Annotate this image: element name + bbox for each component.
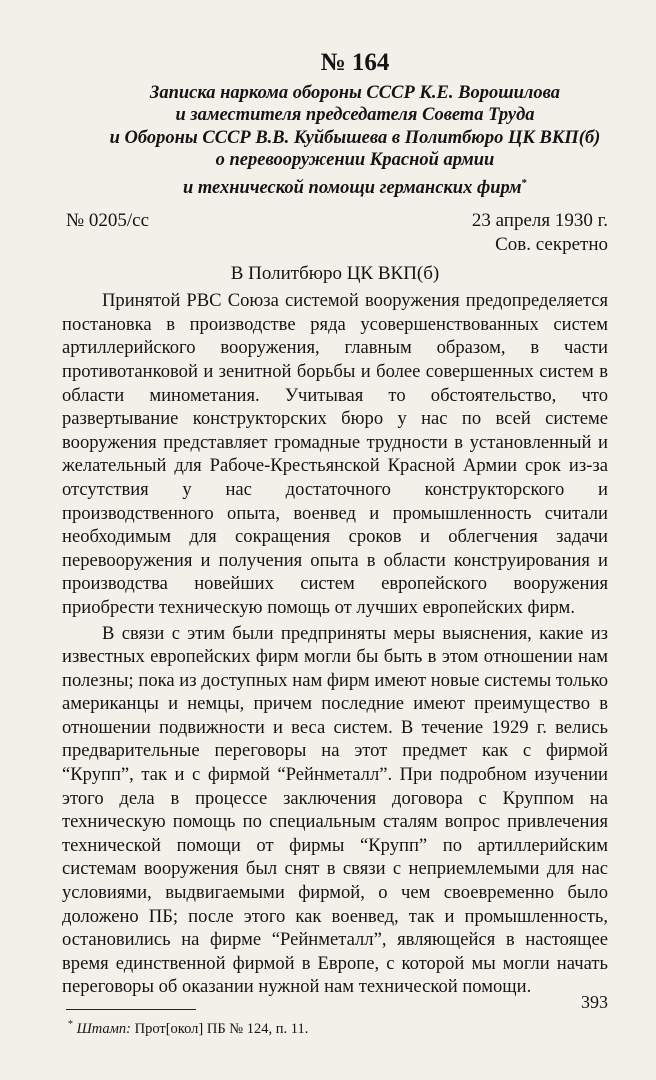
document-meta-row xyxy=(62,209,608,233)
footnote-text: Прот[окол] ПБ № 124, п. 11. xyxy=(134,1020,309,1037)
title-line: и технической помощи германских фирм xyxy=(183,177,522,198)
addressee: В Политбюро ЦК ВКП(б) xyxy=(230,263,440,285)
title-line: и Обороны СССР В.В. Куйбышева в Политбюро ЦК ВКП(б) xyxy=(109,127,601,148)
title-line: Записка наркома обороны СССР К.Е. Ворошилова xyxy=(149,83,561,103)
body-paragraph: Принятой РВС Союза системой вооружения предопределяется постановка в производстве ряда усовершенствованных систем артиллерийского вооружения, главным образом, в части противотанковой и зенитной борьбы и более совершенных систем в области минометания. Учитывая то обстоятельство, что развертывание конструкторских бюро у нас по всей системе вооружения представляет громадные трудности в установленный и желательный для Рабоче-Крестьянской Красной Армии срок из-за отсутствия у нас достаточного конструкторского и производственного опыта, военвед и промышленность считали необходимым для сокращения сроков и облегчения задачи перевооружения и получения опыта в области конструирования и производства новейших систем европейского вооружения приобрести техническую помощь от лучших европейских фирм. xyxy=(62,290,608,618)
footnote-marker: * xyxy=(68,1019,73,1030)
document-date: 23 апреля 1930 г. xyxy=(471,210,608,232)
footnote-divider xyxy=(66,1009,196,1010)
secrecy-stamp: Сов. секретно xyxy=(495,234,608,256)
document-title xyxy=(62,82,608,199)
document-number: № 164 xyxy=(320,49,390,76)
title-line: о перевооружении Красной армии xyxy=(215,150,495,171)
footnote xyxy=(62,1016,608,1038)
footnote-reference: * xyxy=(521,176,527,189)
page-number: 393 xyxy=(581,992,608,1012)
title-line-last xyxy=(102,172,608,200)
title-line: и заместителя председателя Совета Труда xyxy=(175,105,535,126)
document-body xyxy=(62,289,608,999)
registration-number: № 0205/сс xyxy=(66,210,150,232)
body-paragraph: В связи с этим были предприняты меры выяснения, какие из известных европейских фирм могли бы быть в этом отношении нам полезны; пока из доступных нам фирм имеют новые системы только американцы и немцы, причем последние имеют преимущество в отношении подвижности и веса систем. В течение 1929 г. велись предварительные переговоры на этот предмет как с фирмой “Крупп”, так и с фирмой “Рейнметалл”. При подробном изучении этого дела в процессе заключения договора с Круппом на техническую помощь по специальным сталям вопрос привлечения технической помощи от фирмы “Крупп” по артиллерийским системам вооружения был снят в связи с неприемлемыми для нас условиями, выдвигаемыми фирмой, о чем своевременно было доложено ПБ; после этого как военвед, так и промышленность, остановились на фирме “Рейнметалл”, являющейся в настоящее время единственной фирмой в Европе, с которой мы могли начать переговоры об оказании нужной нам технической помощи. xyxy=(62,622,608,998)
footnote-label: Штамп: xyxy=(76,1020,131,1037)
